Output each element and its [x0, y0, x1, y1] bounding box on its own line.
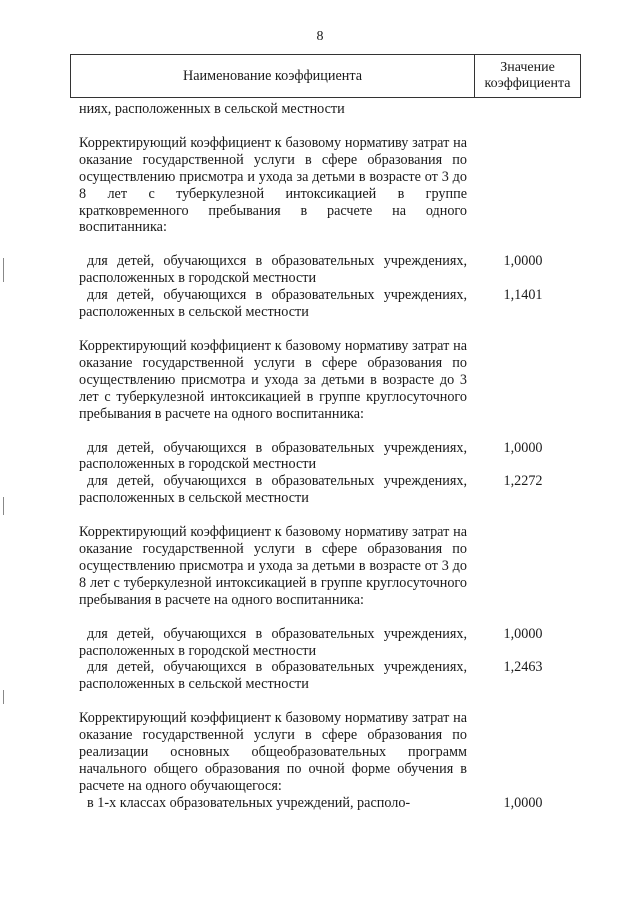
section-intro: Корректирующий коэффициент к базовому нормативу затрат на оказание государственной услуги в сфере образования по осуществлению присмотра и ухода за детьми в возрасте от 3 до 8 лет с туберкулезной интоксикацией в группе круглосуточного пребывания в расчете на одного воспитанника:	[79, 524, 467, 608]
header-coefficient-name: Наименование коэффициента	[71, 55, 475, 97]
coefficient-item-text: для детей, обучающихся в образовательных учреждениях, расположенных в сельской местности	[79, 473, 467, 507]
scan-artifact	[3, 497, 4, 515]
header-coefficient-value	[475, 55, 580, 97]
header-value-line2: коэффициента	[484, 76, 571, 91]
coefficient-item-text: для детей, обучающихся в образовательных учреждениях, расположенных в сельской местности	[79, 659, 467, 693]
coefficient-value: 1,1401	[503, 287, 543, 304]
coefficient-row	[79, 626, 579, 660]
scan-artifact	[3, 690, 4, 704]
coefficient-row	[79, 795, 579, 812]
coefficient-value: 1,0000	[503, 253, 543, 270]
coefficient-value: 1,0000	[503, 439, 543, 456]
coefficient-value: 1,2463	[503, 659, 543, 676]
coefficient-item-text: для детей, обучающихся в образовательных учреждениях, расположенных в городской местности	[79, 439, 467, 473]
coefficient-item-text: для детей, обучающихся в образовательных учреждениях, расположенных в сельской местности	[79, 287, 467, 321]
coefficient-row	[79, 440, 579, 474]
coefficient-item-text: для детей, обучающихся в образовательных учреждениях, расположенных в городской местности	[79, 253, 467, 287]
coefficient-item-text: для детей, обучающихся в образовательных учреждениях, расположенных в городской местности	[79, 625, 467, 659]
coefficient-value: 1,0000	[503, 625, 543, 642]
coefficient-value: 1,2272	[503, 473, 543, 490]
coefficient-row	[79, 473, 579, 507]
coefficient-row	[79, 287, 579, 321]
page-number: 8	[316, 29, 324, 44]
section-intro: Корректирующий коэффициент к базовому нормативу затрат на оказание государственной услуги в сфере образования по осуществлению присмотра и ухода за детьми в возрасте до 3 лет с туберкулезной интоксикацией в группе круглосуточного пребывания в расчете на одного воспитанника:	[79, 337, 467, 422]
continuation-text: ниях, расположенных в сельской местности	[79, 101, 345, 117]
header-value-line1: Значение	[500, 60, 555, 75]
coefficient-row	[79, 253, 579, 287]
coefficient-row	[79, 659, 579, 693]
scan-artifact	[3, 258, 4, 282]
document-body	[79, 101, 579, 812]
section-intro: Корректирующий коэффициент к базовому нормативу затрат на оказание государственной услуги в сфере образования по осуществлению присмотра и ухода за детьми в возрасте от 3 до 8 лет с туберкулезной интоксикацией в группе кратковременного пребывания в расчете на одного воспитанника:	[79, 134, 467, 236]
coefficient-item-text: в 1-х классах образовательных учреждений, располо-	[87, 794, 411, 811]
table-header	[70, 54, 581, 98]
coefficient-value: 1,0000	[503, 794, 543, 811]
section-intro: Корректирующий коэффициент к базовому нормативу затрат на оказание государственной услуги в сфере образования по реализации основных общеобразовательных программ начального общего образования по очной форме обучения в расчете на одного обучающегося:	[79, 710, 467, 794]
